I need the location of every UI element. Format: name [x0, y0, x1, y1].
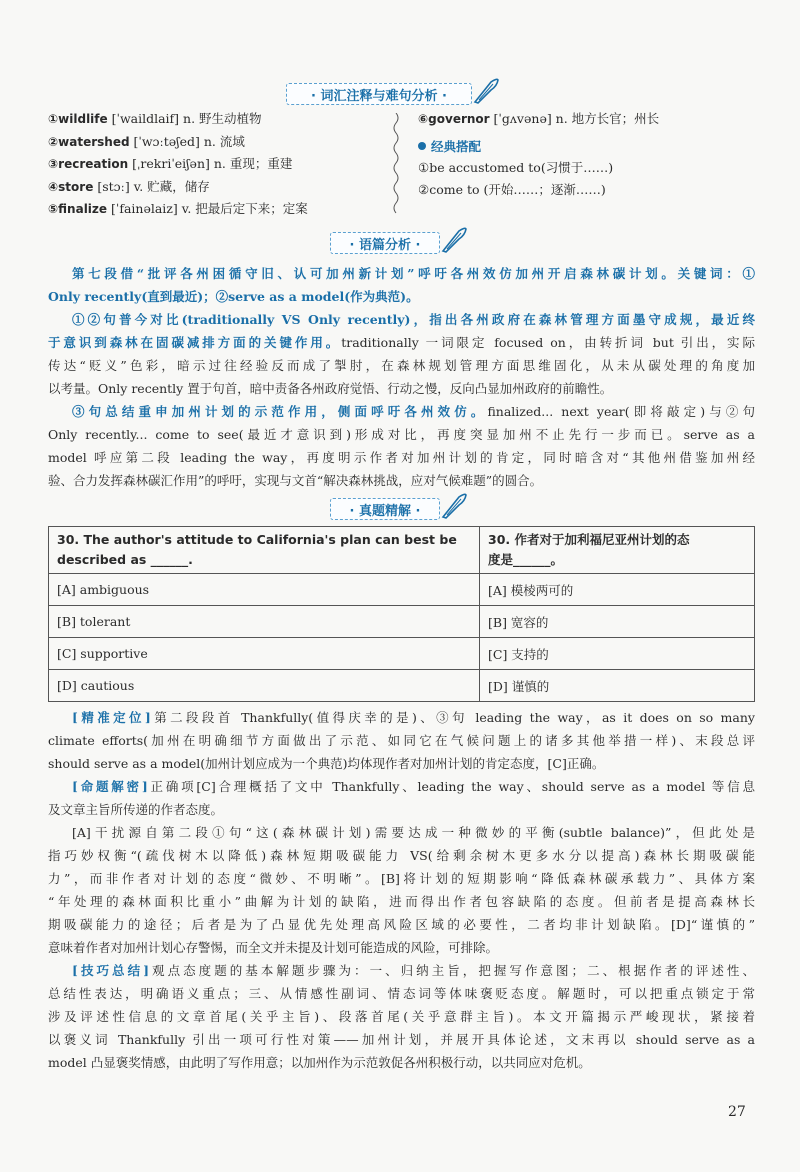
vocab-section-banner [286, 83, 472, 105]
explain-decode: [命题解密]正确项[C]合理概括了文中 Thankfully、leading the way、should serve as a model 等信息 及文章主旨所传递的作者态度。 [48, 775, 755, 821]
collocation-item: ②come to (开始……；逐渐……) [418, 181, 606, 197]
exam-section-title: · 真题精解 · [349, 503, 421, 519]
mixed-line: [技巧总结]观点态度题的基本解题步骤为：一、归纳主旨，把握写作意图；二、根据作者的评述性、 [72, 963, 755, 978]
question-stem-row [49, 527, 755, 574]
explain-tips: [技巧总结]观点态度题的基本解题步骤为：一、归纳主旨，把握写作意图；二、根据作者的评述性、 总结性表达，明确语义重点；三、从情感性副词、情态词等体味褒贬态度。解题时，可以把重点锁定于常 涉及评述性信息的文章首尾(关乎主旨)、段落首尾(关乎意群主旨)。本文开篇揭示严峻现状，紧接着 以褒义词 Thankfully 引出一项可行性对策——加州计划，并展开具体论述，文末再以 should serve as a model 凸显褒奖情感，由此明了写作用意；以加州作为示范敦促各州积极行动，以共同应对危机。 [48, 959, 755, 1074]
option-c-zh: [C] 支持的 [480, 638, 755, 670]
explain-distractors: [A]干扰源自第二段①句“这(森林碳计划)需要达成一种微妙的平衡(subtle balance)”，但此处是 指巧妙权衡“(疏伐树木以降低)森林短期吸碳能力 VS(给剩余树木更多水分以提高)森林长期吸碳能 力”，而非作者对计划的态度“微妙、不明晰”。[B]将计划的短期影响“降低森林碳承载力”、具体方案 “年处理的森林面积比重小”曲解为计划的缺陷，进而得出作者包容缺陷的态度。但前者是提高森林长 期吸碳能力的途径；后者是为了凸显优先处理高风险区域的必要性，二者均非计划缺陷。[D]“谨慎的” 意味着作者对加州计划心存警惕，而全文并未提及计划可能造成的风险，可排除。 [48, 825, 755, 955]
quill-icon [471, 76, 501, 106]
vocab-item: ④store [stɔː] v. 贮藏，储存 [48, 178, 210, 194]
option-b-en: [B] tolerant [49, 606, 480, 638]
exam-section-banner [330, 498, 440, 520]
explain-locate: [精准定位]第二段段首 Thankfully(值得庆幸的是)、③句 leading the way，as it does on so many climate efforts(加州在明确细节方面做出了示范、如同它在气候问题上的诸多其他举措一样)、末段总评 should serve as a model(加州计划应成为一个典范)均体现作者对加州计划的肯定态度，[C]正确。 [48, 706, 755, 775]
bullet-dot-icon [418, 142, 426, 150]
option-c-en: [C] supportive [49, 638, 480, 670]
page-number: 27 [728, 1104, 746, 1120]
option-d-zh: [D] 谨慎的 [480, 670, 755, 702]
quill-icon [439, 225, 469, 255]
analysis-paragraph-1: 第七段借“批评各州困循守旧、认可加州新计划”呼吁各州效仿加州开启森林碳计划。关键词：① Only recently(直到最近)；②serve as a model(作为典范)。 [48, 266, 755, 304]
collocation-item: ①be accustomed to(习惯于……) [418, 160, 614, 175]
vocab-item: ③recreation [ˌrekriˈeiʃən] n. 重现；重建 [48, 156, 293, 171]
mixed-line: [精准定位]第二段段首 Thankfully(值得庆幸的是)、③句 leading the way，as it does on so many [72, 710, 755, 725]
vocab-item: ①wildlife [ˈwaildlaif] n. 野生动植物 [48, 111, 262, 126]
question-table [48, 526, 755, 702]
option-a-en: [A] ambiguous [49, 574, 480, 606]
option-row [49, 574, 755, 606]
analysis-paragraph-2: ①②句普今对比(traditionally VS Only recently)，指出各州政府在森林管理方面墨守成规，最近终 于意识到森林在固碳减排方面的关键作用。traditionally 一词限定 focused on，由转折词 but 引出，实际 传达“贬义”色彩，暗示过往经验反而成了掣肘，在森林规划管理方面思维固化，从未从碳处理的角度加 以考量。Only recently 置于句首，暗中责备各州政府觉悟、行动之慢，反向凸显加州政府的前瞻性。 [48, 312, 755, 396]
option-d-en: [D] cautious [49, 670, 480, 702]
option-row [49, 606, 755, 638]
option-a-zh: [A] 模棱两可的 [480, 574, 755, 606]
mixed-line: [命题解密]正确项[C]合理概括了文中 Thankfully、leading the way、should serve as a model 等信息 [72, 779, 755, 794]
vocab-item: ②watershed [ˈwɔːtəʃed] n. 流域 [48, 133, 245, 149]
vocab-list [48, 108, 308, 221]
collocation-heading: 经典搭配 [418, 136, 659, 158]
mixed-line: 于意识到森林在固碳减排方面的关键作用。traditionally 一词限定 focused on，由转折词 but 引出，实际 [48, 335, 755, 350]
vocab-right [418, 108, 659, 200]
wavy-divider [391, 113, 401, 218]
vocab-section-title: · 词汇注释与难句分析 · [311, 88, 447, 104]
analysis-paragraph-3: ③句总结重申加州计划的示范作用，侧面呼吁各州效仿。finalized... next year(即将敲定)与②句 Only recently... come to see(最近才意识到)形成对比，再度突显加州不止先行一步而已。serve as a model 呼应第二段 leading the way，再度明示作者对加州计划的肯定，同时暗含对“其他州借鉴加州经 验、合力发挥森林碳汇作用”的呼吁，实现与文首“解决森林挑战，应对气候难题”的圆合。 [48, 400, 755, 492]
vocab-item: ⑥governor [ˈgʌvənə] n. 地方长官；州长 [418, 111, 660, 126]
analysis-section-banner [330, 232, 440, 254]
analysis-section-title: · 语篇分析 · [349, 237, 421, 253]
mixed-line: ③句总结重申加州计划的示范作用，侧面呼吁各州效仿。finalized... next year(即将敲定)与②句 [72, 404, 755, 419]
question-stem-zh: 30. 作者对于加利福尼亚州计划的态 度是______。 [480, 527, 755, 574]
question-stem-en: 30. The author's attitude to California's plan can best be described as ______. [49, 527, 480, 574]
option-row [49, 670, 755, 702]
vocab-item: ⑤finalize [ˈfainəlaiz] v. 把最后定下来；定案 [48, 201, 308, 216]
option-b-zh: [B] 宽容的 [480, 606, 755, 638]
quill-icon [439, 491, 469, 521]
option-row [49, 638, 755, 670]
